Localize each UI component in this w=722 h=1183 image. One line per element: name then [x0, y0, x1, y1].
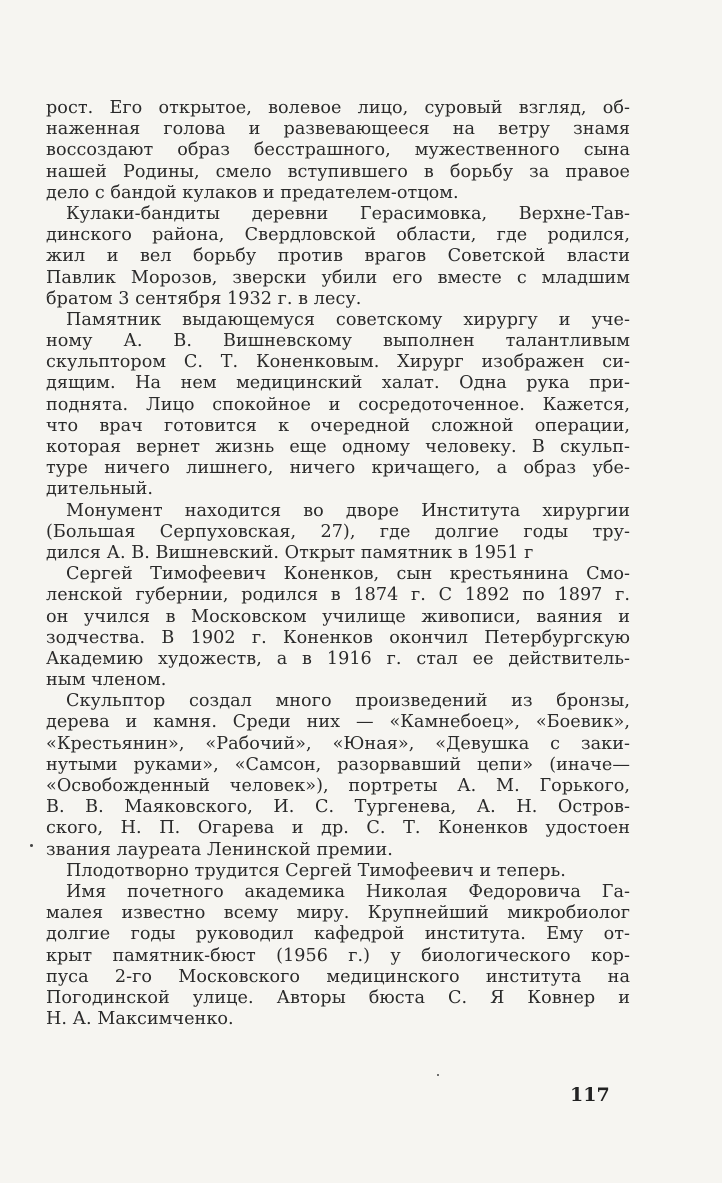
- text-line: он учился в Московском училище живописи, ваяния и: [46, 606, 630, 627]
- text-line: что врач готовится к очередной сложной операции,: [46, 415, 630, 436]
- text-line: поднята. Лицо спокойное и сосредоточенное. Кажется,: [46, 394, 630, 415]
- text-line: рост. Его открытое, волевое лицо, суровый взгляд, об-: [46, 98, 630, 118]
- text-line: Памятник выдающемуся советскому хирургу и уче-: [66, 309, 630, 330]
- text-line: крыт памятник-бюст (1956 г.) у биологического кор-: [46, 945, 630, 966]
- text-line: наженная голова и развевающееся на ветру знамя: [46, 119, 630, 140]
- text-line: Павлик Морозов, зверски убили его вместе с младшим: [46, 267, 630, 288]
- text-line: «Освобожденный человек»), портреты А. М. Горького,: [46, 776, 630, 796]
- paragraph: [46, 691, 630, 861]
- text-line: долгие годы руководил кафедрой института. Ему от-: [46, 924, 630, 945]
- text-line: дящим. На нем медицинский халат. Одна рука при-: [46, 373, 630, 394]
- text-line: звания лауреата Ленинской премии.: [46, 839, 393, 860]
- text-line: «Крестьянин», «Рабочий», «Юная», «Девушка с заки-: [46, 733, 630, 754]
- text-line: жил и вел борьбу против врагов Советской власти: [46, 246, 630, 267]
- document-body: [46, 98, 630, 1030]
- text-line: В. В. Маяковского, И. С. Тургенева, А. Н. Остров-: [46, 797, 630, 818]
- text-line: братом 3 сентября 1932 г. в лесу.: [46, 288, 362, 309]
- text-line: ному А. В. Вишневскому выполнен талантливым: [46, 331, 630, 352]
- text-line: которая вернет жизнь еще одному человеку. В скульп-: [46, 437, 630, 457]
- text-line: дерева и камня. Среди них — «Камнебоец», «Боевик»,: [46, 712, 630, 733]
- text-line: ленской губернии, родился в 1874 г. С 1892 по 1897 г.: [46, 585, 630, 606]
- page-number: 117: [570, 1084, 610, 1106]
- text-line: Скульптор создал много произведений из бронзы,: [66, 691, 630, 712]
- text-line: Плодотворно трудится Сергей Тимофеевич и теперь.: [66, 860, 566, 881]
- text-line: скульптором С. Т. Коненковым. Хирург изображен си-: [46, 352, 630, 373]
- text-line: Академию художеств, а в 1916 г. стал ее действитель-: [46, 648, 630, 669]
- text-line: дительный.: [46, 479, 154, 500]
- paragraph: [46, 882, 630, 1030]
- paragraph: [46, 501, 630, 565]
- text-line: Кулаки-бандиты деревни Герасимовка, Верхне-Тав-: [66, 203, 630, 224]
- text-line: нутыми руками», «Самсон, разорвавший цепи» (иначе—: [46, 754, 630, 775]
- text-line: малея известно всему миру. Крупнейший микробиолог: [46, 903, 630, 924]
- text-line: пуса 2-го Московского медицинского института на: [46, 966, 630, 987]
- paragraph: [46, 310, 630, 501]
- paragraph: [46, 98, 630, 204]
- text-line: ным членом.: [46, 670, 167, 691]
- paragraph: [46, 861, 630, 882]
- text-line: динского района, Свердловской области, где родился,: [46, 225, 630, 246]
- text-line: ского, Н. П. Огарева и др. С. Т. Коненков удостоен: [46, 818, 630, 839]
- text-line: нашей Родины, смело вступившего в борьбу за правое: [46, 161, 630, 182]
- text-line: воссоздают образ бесстрашного, мужественного сына: [46, 140, 630, 161]
- text-line: дился А. В. Вишневский. Открыт памятник в 1951 г: [46, 542, 534, 563]
- print-speck: [30, 844, 33, 847]
- text-line: Погодинской улице. Авторы бюста С. Я Ковнер и: [46, 987, 630, 1008]
- text-line: Н. А. Максимченко.: [46, 1009, 234, 1030]
- text-line: зодчества. В 1902 г. Коненков окончил Петербургскую: [46, 627, 630, 648]
- paragraph: [46, 564, 630, 691]
- text-line: (Большая Серпуховская, 27), где долгие годы тру-: [46, 521, 630, 542]
- paragraph: [46, 204, 630, 310]
- print-speck: [437, 1074, 439, 1076]
- text-line: туре ничего лишнего, ничего кричащего, а образ убе-: [46, 458, 630, 479]
- text-line: Сергей Тимофеевич Коненков, сын крестьянина Смо-: [66, 564, 630, 585]
- text-line: дело с бандой кулаков и предателем-отцом.: [46, 182, 459, 203]
- text-line: Монумент находится во дворе Института хирургии: [66, 500, 630, 521]
- text-line: Имя почетного академика Николая Федоровича Га-: [66, 881, 630, 902]
